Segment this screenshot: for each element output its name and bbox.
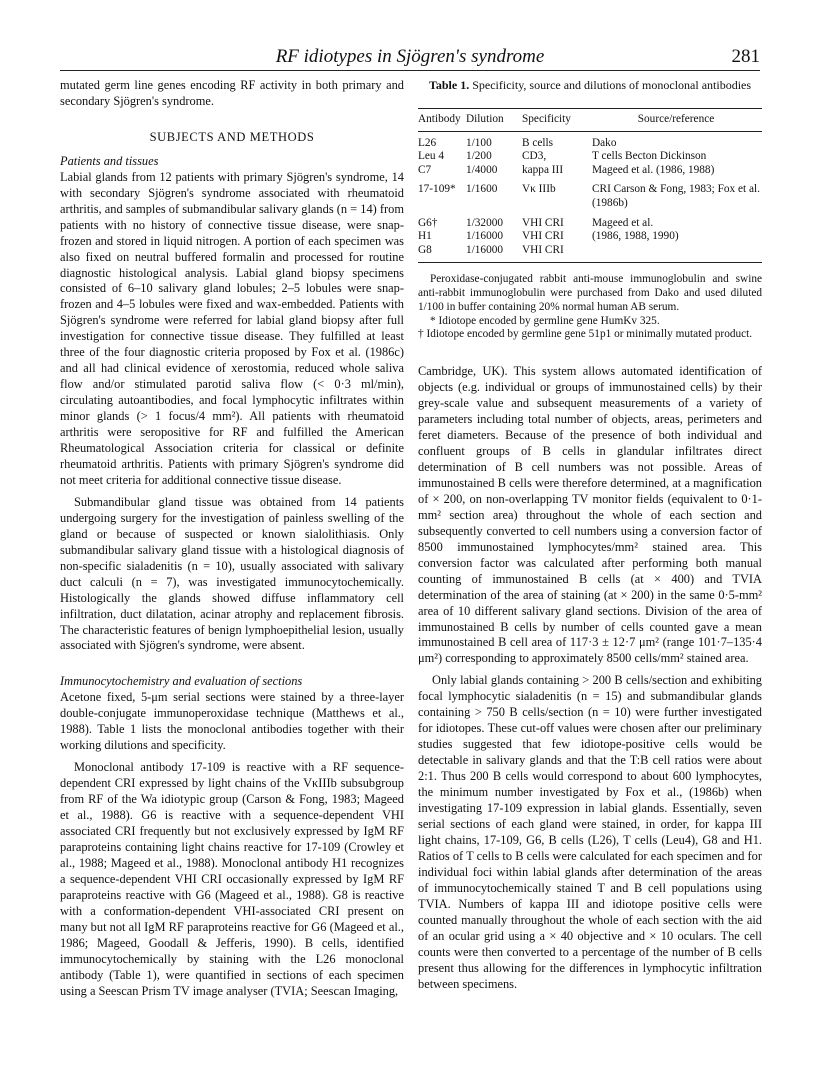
table-row	[418, 150, 762, 164]
table-cell: CD3,	[522, 150, 547, 163]
subheading-patients: Patients and tissues	[60, 153, 159, 168]
table-caption-text: Specificity, source and dilutions of monoclonal antibodies	[469, 78, 752, 92]
table-row	[418, 244, 762, 263]
table-cell: C7	[418, 163, 432, 176]
table-cell: 1/4000	[466, 163, 498, 176]
antibody-table	[418, 108, 762, 263]
table-cell: VHI CRI	[522, 230, 564, 243]
table-row	[418, 177, 762, 210]
intro-paragraph: mutated germ line genes encoding RF activity in both primary and secondary Sjögren's syndrome.	[60, 78, 404, 108]
paragraph-patients: Labial glands from 12 patients with primary Sjögren's syndrome, 14 with secondary Sjögren's syndrome associated with rheumatoid arthritis, and samples of submandibular salivary glands (n = 14) from patients with no history of connective tissue disease, were snap-frozen and stored in liquid nitrogen. A portion of each specimen was also fixed on neutral buffered formalin and processed for routine diagnostic histological analysis. Labial gland biopsy specimens consisted of 6–10 salivary gland lobules; 2–5 lobules were snap-frozen and 4–5 lobules were fixed and wax-embedded. Patients with Sjögren's syndrome were referred for labial gland biopsy after full investigation for connective tissue disease. They fulfilled at least three of the four diagnostic criteria proposed by Fox et al. (1986c) and all had clinical evidence of xerostomia, reduced whole saliva flow and/or stimulated parotid saliva flow (< 0·3 ml/min), circulating autoantibodies, and focal lymphocytic infiltrates within minor glands (> 1 focus/4 mm²). All patients with rheumatoid arthritis were seropositive for RF and fulfilled the American Rheumatological Association criteria for classical or definite rheumatoid arthritis. Patients with primary Sjögren's syndrome did not meet criteria for additional connective tissue disease.	[60, 169, 404, 487]
column-header-specificity: Specificity	[522, 108, 592, 131]
page-number: 281	[731, 46, 760, 67]
table-cell: 1/1600	[466, 183, 498, 196]
column-header-source: Source/reference	[592, 108, 762, 131]
table-cell: L26	[418, 136, 437, 149]
table-cell	[592, 244, 762, 263]
table-cell: G6†	[418, 216, 438, 229]
table-cell: (1986, 1988, 1990)	[592, 230, 679, 243]
table-cell: Mageed et al.	[592, 216, 654, 229]
table-cell: VHI CRI	[522, 216, 564, 229]
table-row	[418, 131, 762, 150]
paragraph-staining: Acetone fixed, 5-μm serial sections were stained by a three-layer double-conjugate immunoperoxidase technique (Matthews et al., 1988). Table 1 lists the monoclonal antibodies together with their working dilutions and specificity.	[60, 690, 404, 753]
subheading-immunocytochemistry: Immunocytochemistry and evaluation of sections	[60, 674, 303, 689]
table-footnote-star: * Idiotope encoded by germline gene HumKv 325.	[430, 314, 660, 327]
table-row	[418, 211, 762, 231]
table-footnote-main: Peroxidase-conjugated rabbit anti-mouse immunoglobulin and swine anti-rabbit immunoglobulin were purchased from Dako and used diluted 1/100 in buffer containing 20% normal human AB serum.	[418, 273, 762, 313]
paragraph-antibodies: Monoclonal antibody 17-109 is reactive with a RF sequence-dependent CRI expressed by light chains of the VκIIIb subsubgroup from RF of the Wa idiotypic group (Carson & Fong, 1983; Mageed et al., 1988). G6 is reactive with a sequence-dependent VHI associated CRI frequently but not exclusively expressed by IgM RF paraproteins containing light chains reactive for 17-109 (Crowley et al., 1988; Mageed et al., 1988). Monoclonal antibody H1 recognizes a sequence-dependent VHI CRI occasionally expressed by IgM RF paraproteins reactive with G6 (Mageed et al., 1988). G8 is reactive with a conformation-dependent VHI-associated CRI present on many but not all IgM RF paraproteins reactive for G6 (Mageed et al., 1986; Mageed, Goodall & Jefferis, 1990). B cells, identified immunocytochemically by staining with the L26 monoclonal antibody (Table 1), were quantified in sections of each specimen using a Seescan Prism TV image analyser (TVIA; Seescan Imaging,	[60, 760, 404, 998]
table-cell: Mageed et al. (1986, 1988)	[592, 163, 715, 176]
table-cell: G8	[418, 244, 466, 263]
table-caption-label: Table 1.	[428, 78, 470, 92]
table-cell: CRI Carson & Fong, 1983; Fox et al. (1986b)	[592, 183, 760, 209]
table-cell: 17-109*	[418, 183, 456, 196]
table-cell: kappa III	[522, 163, 564, 176]
column-header-dilution: Dilution	[466, 108, 522, 131]
table-cell: 1/100	[466, 136, 492, 149]
right-column	[418, 78, 762, 992]
paragraph-idiotopes: Only labial glands containing > 200 B cells/section and exhibiting focal lymphocytic sialadenitis (n = 15) and submandibular glands containing > 750 B cells/section (n = 10) were further investigated for idiotopes. These cut-off values were chosen after our preliminary studies suggested that few idiotope-positive cells would be detectable in salivary glands and that the T:B cell ratios were about 2:1. Thus 200 B cells would correspond to about 600 lymphocytes, the minimum number investigated by Fox et al., (1986b) when investigating 17-109 expression in labial glands. Essentially, seven serial sections of each gland were stained, in order, for kappa III light chains, 17-109, G6, B cells (L26), T cells (Leu4), G8 and H1. Ratios of T cells to B cells were calculated for each specimen and for individual foci within labial glands after determination of the areas of immunocytochemically stained T and B cell populations using TVIA. Numbers of kappa III and idiotope positive cells were counted manually throughout the whole of each section with the aid of an ocular grid using a × 40 objective and × 10 oculars. The cell counts were then converted to a percentage of the number of B cells present thus allowing for the differences in lymphocytic infiltration between specimens.	[418, 673, 762, 991]
table-row	[418, 164, 762, 178]
table-cell: Vκ IIIb	[522, 183, 556, 196]
table-caption	[418, 78, 762, 94]
table-cell: 1/16000	[466, 244, 522, 263]
table-cell: 1/32000	[466, 216, 504, 229]
table-cell: Dako	[592, 136, 617, 149]
table-footnotes	[418, 273, 762, 342]
table-footnote-dagger: † Idiotope encoded by germline gene 51p1 or minimally mutated product.	[418, 328, 753, 341]
table-row	[418, 230, 762, 244]
table-cell: T cells Becton Dickinson	[592, 150, 707, 163]
paragraph-image-analysis: Cambridge, UK). This system allows automated identification of objects (e.g. individual or groups of immunostained cells) by their grey-scale value and subsequent measurements of a variety of parameters including total number of objects, areas, perimeters and feret diameters. Because of the presence of both individual and confluent groups of B cells in glandular infiltrates direct determination of B cell numbers was not possible. Areas of immunostained B cells were therefore determined, at a magnification of × 200, on non-overlapping TV monitor fields (equivalent to 0·1-mm² section area) throughout the whole of each section and subsequently converted to cell numbers using a conversion factor of 8500 immunostained lymphocytes/mm² stained area. This conversion factor was calculated after performing both manual counting of immunostained B cells (at × 400) and TVIA determination of the area of staining (at × 200) in the same 0·5-mm² area of 10 different salivary gland sections. Division of the area of immunostained B cells by number of cells counted gave a mean immunostained B cell area of 117·3 ± 12·7 μm² (range 101·7–135·4 μm²) corresponding to approximately 8500 cells/mm² stained area.	[418, 364, 762, 666]
column-header-antibody: Antibody	[418, 108, 466, 131]
table-cell: 1/200	[466, 150, 492, 163]
running-title: RF idiotypes in Sjögren's syndrome	[275, 46, 545, 67]
table-cell: H1	[418, 230, 432, 243]
table-cell: 1/16000	[466, 230, 504, 243]
section-heading: SUBJECTS AND METHODS	[149, 129, 315, 144]
table-cell: B cells	[522, 136, 554, 149]
running-header	[60, 44, 760, 71]
table-cell: Leu 4	[418, 150, 445, 163]
left-column	[60, 78, 404, 999]
table-cell: VHI CRI	[522, 244, 592, 263]
paragraph-submandibular: Submandibular gland tissue was obtained from 14 patients undergoing surgery for the investigation of painless swelling of the gland or because of suspected or known sialolithiasis. Only submandibular salivary gland tissue with a histological diagnosis of non-specific sialadenitis (n = 10), usually associated with salivary duct calculi (n = 7), was investigated immunocytochemically. Histologically the glands showed diffuse inflammatory cell infiltration, duct dilatation, acinar atrophy and replacement fibrosis. The characteristic features of benign lymphoepithelial lesion, usually associated with Sjögren's syndrome, were absent.	[60, 494, 404, 653]
